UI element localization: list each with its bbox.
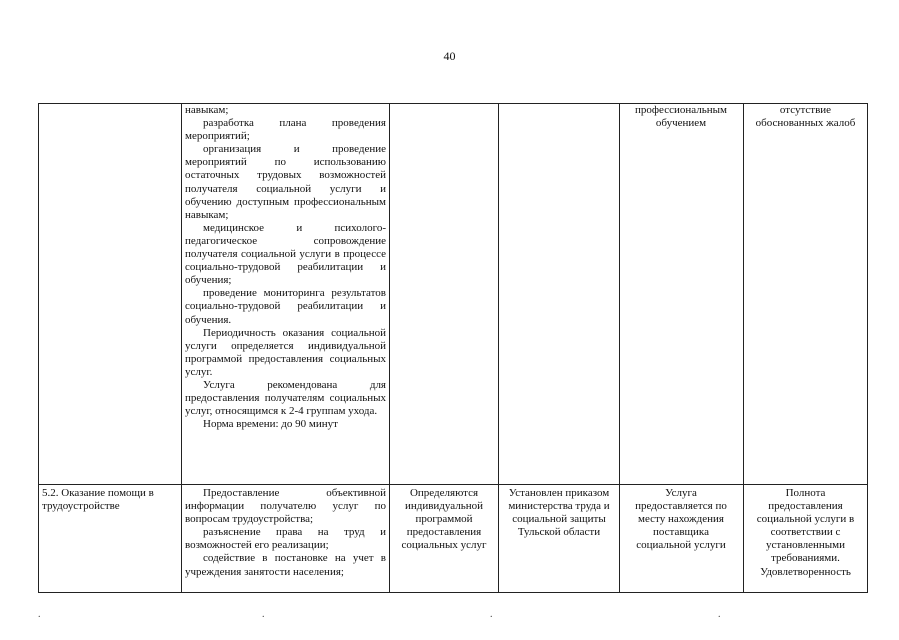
row2-paragraph: содействие в постановке на учет в учреждения занятости населения;	[185, 552, 386, 578]
row1-paragraph: медицинское и психолого-педагогическое сопровождение получателя социальной услуги в процессе социально-трудовой реабилитации и обучения;	[185, 221, 386, 287]
column-divider	[389, 103, 390, 593]
table-border-bottom	[38, 592, 868, 593]
row2-paragraph: разъяснение права на труд и возможностей его реализации;	[185, 526, 386, 552]
row1-paragraph: разработка плана проведения мероприятий;	[185, 117, 386, 143]
table-border-top	[38, 103, 868, 104]
row1-paragraph: проведение мониторинга результатов социально-трудовой реабилитации и обучения.	[185, 287, 386, 326]
row2-terms-cell: Определяются индивидуальной программой предоставления социальных услуг	[401, 487, 487, 552]
row2-conditions-cell: Услуга предоставляется по месту нахождения поставщика социальной услуги	[635, 487, 727, 552]
page-number: 40	[443, 49, 456, 63]
column-divider	[619, 103, 620, 593]
row1-paragraph: организация и проведение мероприятий по использованию остаточных трудовых возможностей получателя социальной услуги и обучению доступным профессиональным навыкам;	[185, 143, 386, 221]
column-divider	[181, 103, 182, 593]
row2-quality-cell: Полнота предоставления социальной услуги в соответствии с установленными требованиями. Удовлетворенность	[756, 487, 855, 578]
services-table	[38, 103, 868, 593]
row1-quality-cell: отсутствие обоснованных жалоб	[755, 104, 856, 130]
row1-description-cell	[185, 104, 386, 431]
row1-paragraph: навыкам;	[185, 104, 229, 116]
table-border-left	[38, 103, 39, 593]
row2-paragraph: Предоставление объективной информации получателю услуг по вопросам трудоустройства;	[185, 487, 386, 526]
column-divider	[743, 103, 744, 593]
row2-service-name-cell: 5.2. Оказание помощи в трудоустройстве	[42, 487, 154, 513]
table-border-right	[867, 103, 868, 593]
row-divider	[38, 484, 868, 485]
column-divider	[498, 103, 499, 593]
row1-paragraph: Норма времени: до 90 минут	[203, 418, 338, 431]
row2-description-cell	[185, 487, 386, 579]
row2-tariff-cell: Установлен приказом министерства труда и социальной защиты Тульской области	[508, 487, 610, 539]
row1-conditions-cell: профессиональным обучением	[635, 104, 727, 130]
row1-paragraph: Периодичность оказания социальной услуги определяется индивидуальной программой предоставления социальных услуг.	[185, 326, 386, 378]
row1-paragraph: Услуга рекомендована для предоставления получателям социальных услуг, относящимся к 2-4 группам ухода.	[185, 378, 386, 418]
